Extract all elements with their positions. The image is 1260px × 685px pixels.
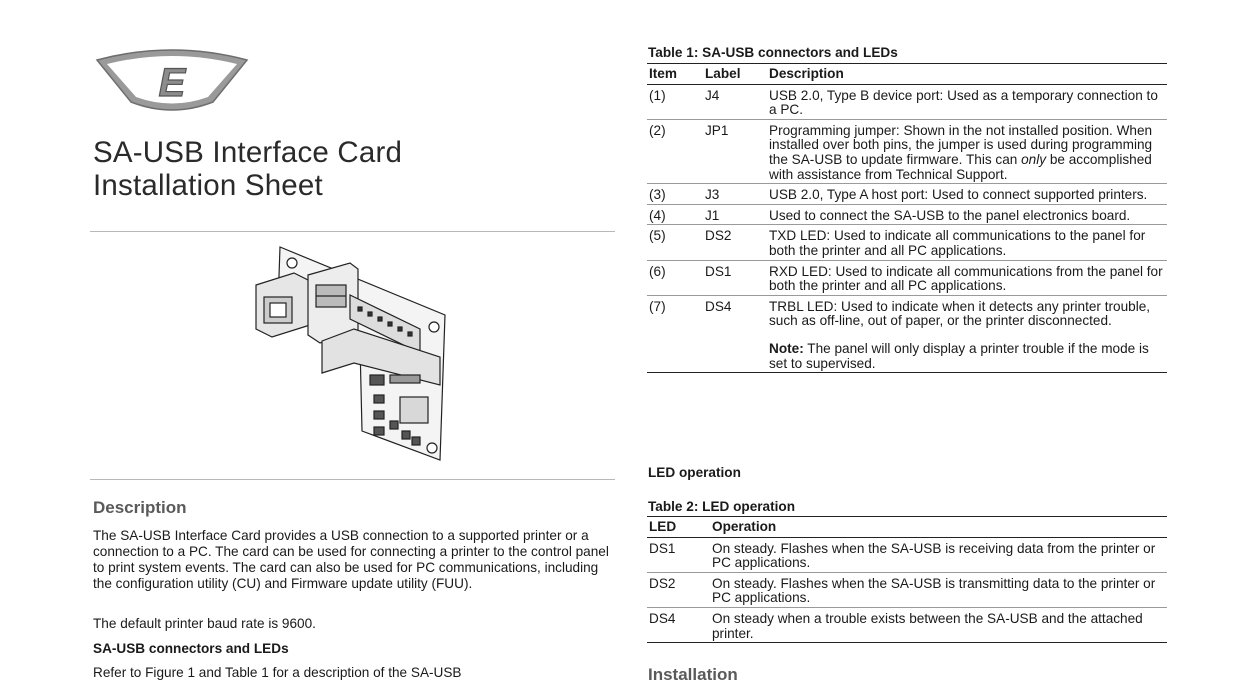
- installation-heading: Installation: [648, 665, 738, 684]
- connectors-paragraph: Refer to Figure 1 and Table 1 for a description of the SA-USB: [93, 665, 462, 680]
- table2-caption: Table 2: LED operation: [648, 499, 796, 514]
- table-row: [647, 119, 1167, 183]
- table-header-row: [647, 517, 1167, 538]
- operation-cell: On steady. Flashes when the SA-USB is transmitting data to the printer or PC applications.: [710, 572, 1167, 607]
- label-cell: DS4: [703, 295, 767, 372]
- description-cell: Used to connect the SA-USB to the panel electronics board.: [767, 204, 1167, 225]
- note: [769, 342, 1165, 371]
- label-cell: J4: [703, 84, 767, 119]
- sa-usb-card-illustration: [250, 245, 450, 467]
- item-cell: (5): [647, 225, 703, 260]
- connectors-table: [647, 63, 1167, 373]
- description-cell: USB 2.0, Type A host port: Used to connect supported printers.: [767, 184, 1167, 205]
- operation-cell: On steady when a trouble exists between the SA-USB and the attached printer.: [710, 607, 1167, 642]
- table-row: [647, 607, 1167, 642]
- baud-rate-paragraph: The default printer baud rate is 9600.: [93, 616, 316, 631]
- item-cell: (1): [647, 84, 703, 119]
- table-row: [647, 204, 1167, 225]
- table-row: [647, 84, 1167, 119]
- page-title: [93, 136, 402, 202]
- description-cell: TXD LED: Used to indicate all communications to the panel for both the printer and all PC applications.: [767, 225, 1167, 260]
- label-cell: J1: [703, 204, 767, 225]
- description-cell: RXD LED: Used to indicate all communications from the panel for both the printer and all PC applications.: [767, 260, 1167, 295]
- table-row: [647, 225, 1167, 260]
- svg-text:E: E: [158, 61, 186, 105]
- item-cell: (6): [647, 260, 703, 295]
- label-cell: DS1: [703, 260, 767, 295]
- led-cell: DS1: [647, 537, 710, 572]
- column-header: LED: [647, 517, 710, 538]
- edwards-logo: [95, 44, 249, 112]
- table-row: [647, 537, 1167, 572]
- table1-caption: Table 1: SA-USB connectors and LEDs: [648, 45, 898, 60]
- led-cell: DS2: [647, 572, 710, 607]
- description-heading: Description: [93, 498, 187, 517]
- description-paragraph: The SA-USB Interface Card provides a USB connection to a supported printer or a connection to a PC. The card can be used for connecting a printer to the control panel to print system events. The card can also be used for PC communications, including the configuration utility (CU) and Firmware update utility (FUU).: [93, 528, 609, 591]
- item-cell: (4): [647, 204, 703, 225]
- description-text: TRBL LED: Used to indicate when it detects any printer trouble, such as off-line, out of paper, or the printer disconnected.: [769, 298, 1151, 329]
- led-operation-table: [647, 516, 1167, 643]
- connectors-subheading: SA-USB connectors and LEDs: [93, 641, 289, 656]
- label-cell: J3: [703, 184, 767, 205]
- description-cell: [767, 119, 1167, 183]
- led-cell: DS4: [647, 607, 710, 642]
- note-label: Note:: [769, 340, 804, 356]
- item-cell: (7): [647, 295, 703, 372]
- title-line-2: Installation Sheet: [93, 169, 323, 202]
- table-row: [647, 572, 1167, 607]
- label-cell: JP1: [703, 119, 767, 183]
- description-cell: [767, 295, 1167, 372]
- column-header: Item: [647, 64, 703, 85]
- table-row: [647, 184, 1167, 205]
- column-header: Label: [703, 64, 767, 85]
- description-text: Programming jumper: Shown in the not installed position. When installed over both pins, the jumper is used during programming the SA-USB to update firmware. This can: [769, 122, 1153, 167]
- item-cell: (2): [647, 119, 703, 183]
- led-operation-heading: LED operation: [648, 465, 741, 480]
- description-cell: USB 2.0, Type B device port: Used as a temporary connection to a PC.: [767, 84, 1167, 119]
- operation-cell: On steady. Flashes when the SA-USB is receiving data from the printer or PC applications.: [710, 537, 1167, 572]
- table-row: [647, 295, 1167, 372]
- emphasis-text: only: [1021, 151, 1047, 167]
- table-header-row: [647, 64, 1167, 85]
- item-cell: (3): [647, 184, 703, 205]
- label-cell: DS2: [703, 225, 767, 260]
- title-line-1: SA-USB Interface Card: [93, 136, 403, 169]
- column-header: Description: [767, 64, 1167, 85]
- divider: [90, 231, 615, 232]
- note-text: The panel will only display a printer trouble if the mode is set to supervised.: [769, 340, 1149, 371]
- column-header: Operation: [710, 517, 1167, 538]
- description-text: be accomplished with assistance from Technical Support.: [769, 151, 1152, 182]
- divider: [90, 479, 615, 480]
- table-row: [647, 260, 1167, 295]
